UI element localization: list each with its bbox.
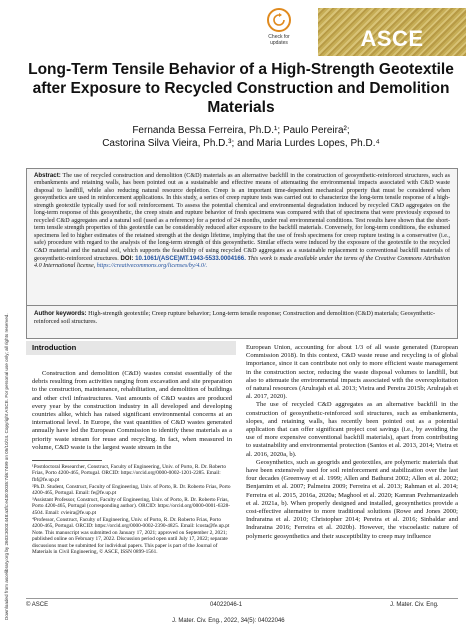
doi-label: DOI: xyxy=(120,254,134,262)
asce-logo: ASCE xyxy=(360,26,424,51)
badge-line2: updates xyxy=(270,40,288,46)
footer-page-id: 04022046-1 xyxy=(210,602,243,608)
footnote-3: ³Assistant Professor, Construct, Faculty of Engineering, Univ. of Porto, R. Dr. Roberto Frias, Porto 4200-465, Portugal (corresponding author). ORCID: https://orcid.org/0000-0001-6328-4504. Email: cvieira@fe.up.pt xyxy=(32,497,231,516)
license-text: This work is made available under the terms of the Creative Commons Attribution 4.0 International license, xyxy=(34,255,450,270)
abstract-text: The use of recycled construction and demolition (C&D) materials as an alternative backfill in the construction of geosynthetic-reinforced structures, such as embankments and retaining walls, has been pointed out as a sustainable and effective means of attenuating the environmental impacts associated with C&D waste disposal to landfill, while also reducing natural resource depletion. Creep is an important time-dependent mechanical property that must be considered when geosynthetics are used in reinforcement applications. In this study, a series of creep rupture tests was carried out to characterize the long-term tensile response of a high-strength geotextile typically used for soil reinforcement. To assess the potential chemical and environmental degradation induced by recycled C&D aggregates on the long-term response of this geosynthetic, the creep strain and rupture behavior of fresh specimens was compared with that of specimens that were previously exposed to recycled C&D aggregates and a natural soil (used as a reference) for a period of 24 months, under real environmental conditions. Test results have shown that the short-term tensile strength properties of this geotextile can be considerably reduced after exposure to the backfill materials. Conversely, for long-term conditions, the exhumed specimens led to higher estimates of the retained strength at the design lifetime, implying that the use of fresh specimens for creep rupture testing is a conservative (i.e., safe) procedure with regard to the analysis of the long-term strength of this geosynthetic. Similar effects were induced by the exposure of the geotextile to the recycled C&D material and the natural soil, which supports the feasibility of using recycled C&D aggregates as a sustainable replacement to conventional backfill materials of geosynthetic-reinforced structures. xyxy=(34,173,450,262)
footer-copyright: © ASCE xyxy=(26,602,49,608)
abstract-label: Abstract: xyxy=(34,172,61,179)
intro-paragraph-1: Construction and demolition (C&D) wastes consist essentially of the debris resulting from activities ranging from excavation and site preparation to the construction, maintenance, rehabilitation, and demolition of buildings and other civil infrastructures. Vast amounts of C&D wastes are produced every year by the construction industry in all developed and developing countries alike, which has raised significant environmental concerns at an international level. In Europe, the vast quantities of C&D wastes generated annually have led the European Commission to identify these materials as a priority waste stream for reuse and recycling. In fact, when measured in volume, C&D waste is the largest waste stream in the xyxy=(32,370,232,451)
footnotes xyxy=(32,464,234,556)
abstract-box xyxy=(26,168,458,306)
introduction-heading: Introduction xyxy=(26,341,236,355)
keywords-box xyxy=(26,306,458,339)
refresh-icon xyxy=(267,8,291,32)
footer-citation: J. Mater. Civ. Eng., 2022, 34(5): 04022046 xyxy=(172,618,285,624)
footer-divider xyxy=(26,598,458,599)
authors-line2: Castorina Silva Vieira, Ph.D.³; and Maria Lurdes Lopes, Ph.D.⁴ xyxy=(102,138,380,149)
badge-line1: Check for xyxy=(268,34,290,40)
download-notice-text: Downloaded from ascelibrary.org by 2603:3003:448:a3fc:e430:0035:7d6:7499 on 05/10/24. Copyright ASCE. For personal use only; all rights reserved. xyxy=(4,313,9,620)
keywords-text: High-strength geotextile; Creep rupture behavior; Long-term tensile response; Construction and demolition (C&D) materials; Geosynthetic-reinforced soil structures. xyxy=(34,310,436,325)
keywords-label: Author keywords: xyxy=(34,310,87,317)
authors-line1: Fernanda Bessa Ferreira, Ph.D.¹; Paulo Pereira²; xyxy=(132,125,350,136)
download-notice-sidebar xyxy=(2,150,14,620)
intro-paragraph-2: European Union, accounting for about 1/3 of all waste generated (European Commission 2018). In this context, C&D waste reuse and recycling is of global importance, since it can contribute not only to more efficient waste management in the construction sector, reducing the waste disposal volumes to landfill, but also to attenuate the environmental impacts associated with the overexploitation of natural resources (Arulrajah et al. 2013; Vieira and Pereira 2015b; Arulrajah et al. 2017, 2020). xyxy=(246,344,458,401)
check-for-updates-badge[interactable] xyxy=(259,8,299,52)
footnote-1: ¹Postdoctoral Researcher, Construct, Faculty of Engineering, Univ. of Porto, R. Dr. Roberto Frias, Porto 4200-465, Portugal. ORCID: https://orcid.org/0000-0002-1201-2285. Email: fbf@fe.up.pt xyxy=(32,464,227,483)
footnote-divider xyxy=(32,460,102,461)
intro-paragraph-4: Geosynthetics, such as geogrids and geotextiles, are polymeric materials that have been extensively used for soil reinforcement and stabilization over the last four decades (Greenway et al. 1999; Allen and Bathurst 2002; Allen et al. 2002; Benjamim et al. 2007; Palmeira 2009; Ferreira et al. 2013; Rahman et al. 2014; Ferreira et al. 2015, 2016a, 2020a; Maghool et al. 2020; Kamran Pezhmanizadeh et al. 2021a, b). When properly designed and installed, geosynthetics provide a cost-effective alternative to more traditional solutions (Rowe and Jones 2000; Indraratna et al. 2010; Christopher 2014; Pereira et al. 2016; Sinbaldar and Indraratna 2016; Ferreira et al. 2020b). However, the viscoelastic nature of polymeric geosynthetics and their susceptibility to creep may influence xyxy=(246,458,458,540)
footnote-4: ⁴Professor, Construct, Faculty of Engineering, Univ. of Porto, R. Dr. Roberto Frias, Porto 4200-465, Portugal. ORCID: https://orcid.org/0000-0002-2390-4825. Email: lcosta@fe.up.pt xyxy=(32,516,230,530)
intro-left-column xyxy=(32,370,232,452)
license-link[interactable]: https://creativecommons.org/licenses/by/4.0/. xyxy=(96,263,208,270)
footnote-note: Note. This manuscript was submitted on January 17, 2021; approved on September 2, 2021; published online on February 17, 2022. Discussion period open until July 17, 2022; separate discussions must be submitted for individual papers. This paper is part of the Journal of Materials in Civil Engineering, © ASCE, ISSN 0899-1561. xyxy=(32,530,228,556)
author-list xyxy=(26,124,456,150)
intro-right-column xyxy=(246,344,458,541)
footer-journal: J. Mater. Civ. Eng. xyxy=(390,602,439,608)
doi-link[interactable]: 10.1061/(ASCE)MT.1943-5533.0004166. xyxy=(135,254,246,262)
paper-title: Long-Term Tensile Behavior of a High-Strength Geotextile after Exposure to Recycled Construction and Demolition Materials xyxy=(28,61,454,116)
intro-paragraph-3: The use of recycled C&D aggregates as an alternative backfill in the construction of geosynthetic-reinforced soil structures, such as embankments, slopes, and retaining walls, has recently been pointed out as a potential application that can offer significant project cost savings (i.e., by avoiding the use of more expensive conventional backfill materials), apart from contributing to sustainability and environmental protection (Santos et al. 2013, 2014; Vieira et al. 2016, 2020a, b). xyxy=(246,401,458,458)
footnote-2: ²Ph.D. Student, Construct, Faculty of Engineering, Univ. of Porto, R. Dr. Roberto Frias, Porto 4200-465, Portugal. Email: fe@fe.up.pt xyxy=(32,483,231,497)
